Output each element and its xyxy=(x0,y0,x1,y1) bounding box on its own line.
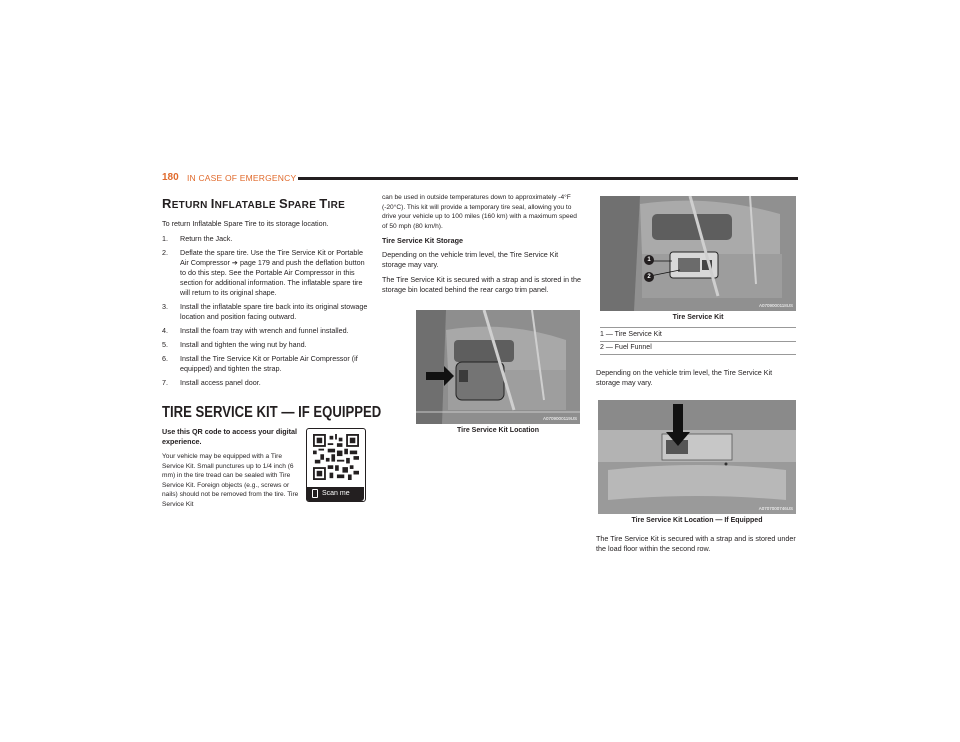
figure-tire-service-kit xyxy=(600,196,796,311)
column-1 xyxy=(162,196,368,392)
list-item: 1. Return the Jack. xyxy=(162,234,233,243)
list-item: 2. Deflate the spare tire. Use the Tire Service Kit or Portable Air Compressor ➔ page 179 and push the deflation button to do this step. See the Portable Air Compressor in this section for additional information. The inflatable spare tire will return to its original shape. xyxy=(162,248,365,297)
list-item: 4. Install the foam tray with wrench and funnel installed. xyxy=(162,326,349,335)
figure-tire-service-kit-location-if-equipped xyxy=(598,400,796,514)
heading-tire-service-kit: TIRE SERVICE KIT — IF EQUIPPED xyxy=(162,404,382,421)
figure-caption: Tire Service Kit Location — If Equipped xyxy=(631,517,763,524)
body-text: The Tire Service Kit is secured with a strap and is stored in the storage bin located behind the rear cargo trim panel. xyxy=(382,275,581,294)
phone-icon xyxy=(312,489,318,498)
list-item: 5. Install and tighten the wing nut by hand. xyxy=(162,340,307,349)
figure-caption: Tire Service Kit xyxy=(672,314,724,321)
page-number: 180 xyxy=(162,172,179,183)
body-text: Your vehicle may be equipped with a Tire Service Kit. Small punctures up to 1/4 inch (6 mm) in the tire tread can be sealed with Tire Service Kit. Foreign objects (e.g., screws or nails) should not be removed from the tire. Tire Service Kit xyxy=(162,453,299,508)
heading-return-inflatable-spare-tire: RETURN INFLATABLE SPARE TIRE xyxy=(162,196,346,211)
figure-code: A0709000119US xyxy=(543,416,577,421)
legend-row: 1 — Tire Service Kit xyxy=(600,327,796,342)
qr-code-icon xyxy=(313,434,359,480)
body-text: can be used in outside temperatures down to approximately -4°F (-20°C). This kit will provide a temporary tire seal, allowing you to drive your vehicle up to 100 miles (160 km) with a maximum speed of 50 mph (80 km/h). xyxy=(382,194,577,230)
callout-badge: 1 xyxy=(644,255,654,265)
intro-text: To return Inflatable Spare Tire to its storage location. xyxy=(162,219,329,228)
load-floor-illustration xyxy=(598,400,796,514)
figure-code: A0707000746US xyxy=(758,506,793,511)
column-1-lower xyxy=(162,427,300,514)
list-item: 7. Install access panel door. xyxy=(162,378,261,387)
legend-row: 2 — Fuel Funnel xyxy=(600,341,796,355)
header-rule xyxy=(298,177,798,180)
list-item: 3. Install the inflatable spare tire back into its original stowage location and position facing outward. xyxy=(162,302,368,321)
cargo-area-illustration xyxy=(416,310,580,424)
figure-tire-service-kit-location xyxy=(416,310,580,424)
body-text: Depending on the vehicle trim level, the Tire Service Kit storage may vary. xyxy=(596,368,773,387)
column-3-text xyxy=(596,368,796,393)
tire-service-kit-illustration xyxy=(600,196,796,311)
callout-badge: 2 xyxy=(644,272,654,282)
qr-prompt: Use this QR code to access your digital experience. xyxy=(162,427,298,446)
subheading-storage: Tire Service Kit Storage xyxy=(382,236,463,245)
figure-code: A0709000118US xyxy=(759,303,793,308)
body-text: The Tire Service Kit is secured with a strap and is stored under the load floor within the second row. xyxy=(596,534,796,553)
column-3-text-lower xyxy=(596,534,796,559)
scan-me-button[interactable]: Scan me xyxy=(306,487,364,501)
section-title: IN CASE OF EMERGENCY xyxy=(187,173,297,183)
column-2 xyxy=(382,193,582,300)
body-text: Depending on the vehicle trim level, the Tire Service Kit storage may vary. xyxy=(382,250,559,269)
list-item: 6. Install the Tire Service Kit or Portable Air Compressor (if equipped) and tighten the strap. xyxy=(162,354,358,373)
figure-caption: Tire Service Kit Location xyxy=(457,427,539,434)
